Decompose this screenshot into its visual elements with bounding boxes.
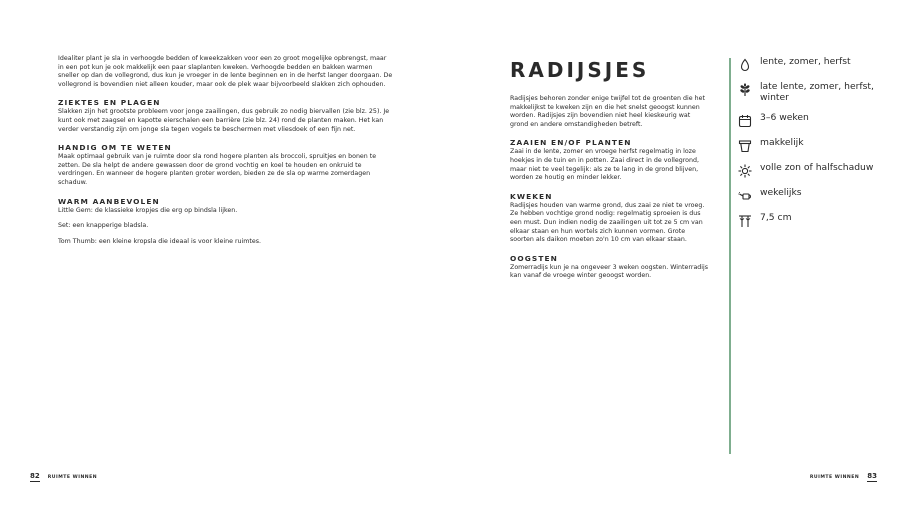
info-text: lente, zomer, herfst (760, 56, 851, 67)
info-text: makkelijk (760, 137, 804, 149)
section-heading-sowing: ZAAIEN EN/OF PLANTEN (510, 138, 632, 148)
left-page (0, 0, 453, 510)
info-text: wekelijks (760, 187, 802, 199)
section-text-growing: Radijsjes houden van warme grond, dus zaai ze niet te vroeg. Ze hebben vochtige grond nodig: regelmatig sproeien is dus een must. Dun indien nodig de zaailingen uit tot ze 5 cm van elkaar staan en hun wortels zich kunnen vormen. Grote soorten als daikon moeten zo'n 10 cm van elkaar staan. (510, 201, 705, 244)
section-text-tips: Maak optimaal gebruik van je ruimte door sla rond hogere planten als broccoli, spruitjes en bonen te zetten. De sla helpt de andere gewassen door de grond vochtig en koel te houden en onkruid te verdringen. En wanneer de hogere planten groter worden, bieden ze de sla op warme zomerdagen schaduw. (58, 153, 377, 186)
page-number: 83 (867, 472, 877, 480)
footer-left (30, 472, 97, 482)
info-row-watering (738, 188, 898, 203)
right-intro: Radijsjes behoren zonder enige twijfel tot de groenten die het makkelijkst te kweken zijn en die het snelst geoogst kunnen worden. Radijsjes zijn bovendien niet heel kieskeurig wat grond en andere omstandigheden betreft. (510, 95, 705, 128)
page-number: 82 (30, 472, 40, 480)
sprout-icon (738, 83, 752, 97)
left-column (58, 55, 394, 253)
page-title: RADIJSJES (510, 58, 650, 82)
info-row-sowing-season (738, 57, 898, 72)
section-heading-varieties: WARM AANBEVOLEN (58, 196, 160, 206)
info-row-spacing (738, 213, 898, 228)
column-divider (729, 58, 731, 454)
section-heading-pests: ZIEKTES EN PLAGEN (58, 98, 161, 108)
footer-right (810, 472, 877, 482)
info-row-duration (738, 113, 898, 128)
section-text-harvest: Zomerradijs kun je na ongeveer 3 weken oogsten. Winterradijs kan vanaf de vroege winter geoogst worden. (510, 263, 709, 280)
section-heading-growing: KWEKEN (510, 191, 553, 201)
left-intro: Idealiter plant je sla in verhoogde bedden of kweekzakken voor een zo groot mogelijke opbrengst, maar in een pot kun je ook makkelijk een paar slaplanten kweken. Verhoogde bedden en bakken warmen sneller op dan de vollegrond, dus kun je vroeger in de lente beginnen en in de herfst langer doorgaan. De vollegrond is bovendien niet alleen kouder, maar ook de plek waar bijvoorbeeld slakken zich ophouden. (58, 55, 393, 88)
variety-item: Little Gem: de klassieke kropjes die erg op bindsla lijken. (58, 206, 238, 214)
info-row-harvest-season (738, 82, 898, 103)
info-row-difficulty (738, 138, 898, 153)
right-page (454, 0, 907, 510)
info-row-light (738, 163, 898, 178)
calendar-icon (738, 114, 752, 128)
section-heading-harvest: OOGSTEN (510, 253, 558, 263)
footer-label: RUIMTE WINNEN (809, 474, 860, 480)
info-text: volle zon of halfschaduw (760, 162, 874, 174)
info-text: 7,5 cm (760, 212, 792, 224)
section-text-pests: Slakken zijn het grootste probleem voor jonge zaailingen, dus gebruik zo nodig biervallen (zie blz. 25). Je kunt ook met zaagsel en kapotte eierschalen een barrière (zie blz. 24) rond de planten maken. Het kan verder verstandig zijn om jonge sla tegen vogels te beschermen met vliesdoek of een fijn net. (58, 108, 390, 133)
section-heading-tips: HANDIG OM TE WETEN (58, 143, 172, 153)
section-text-sowing: Zaai in de lente, zomer en vroege herfst regelmatig in loze hoekjes in de tuin en in potten. Zaai direct in de vollegrond, maar niet te veel tegelijk: als ze te lang in de grond blijven, worden ze houtig en minder lekker. (510, 148, 699, 182)
sun-icon (738, 164, 752, 178)
footer-label: RUIMTE WINNEN (47, 474, 98, 480)
variety-item: Set: een knapperige bladsla. (58, 222, 149, 230)
info-list (738, 57, 898, 238)
pot-icon (738, 139, 752, 153)
variety-item: Tom Thumb: een kleine kropsla die ideaal is voor kleine ruimtes. (58, 237, 262, 245)
seed-icon (738, 58, 752, 72)
info-text: 3–6 weken (760, 112, 809, 124)
spacing-icon (738, 214, 752, 228)
right-column (510, 58, 710, 281)
info-text: late lente, zomer, herfst, winter (760, 81, 874, 103)
watering-can-icon (738, 189, 752, 203)
